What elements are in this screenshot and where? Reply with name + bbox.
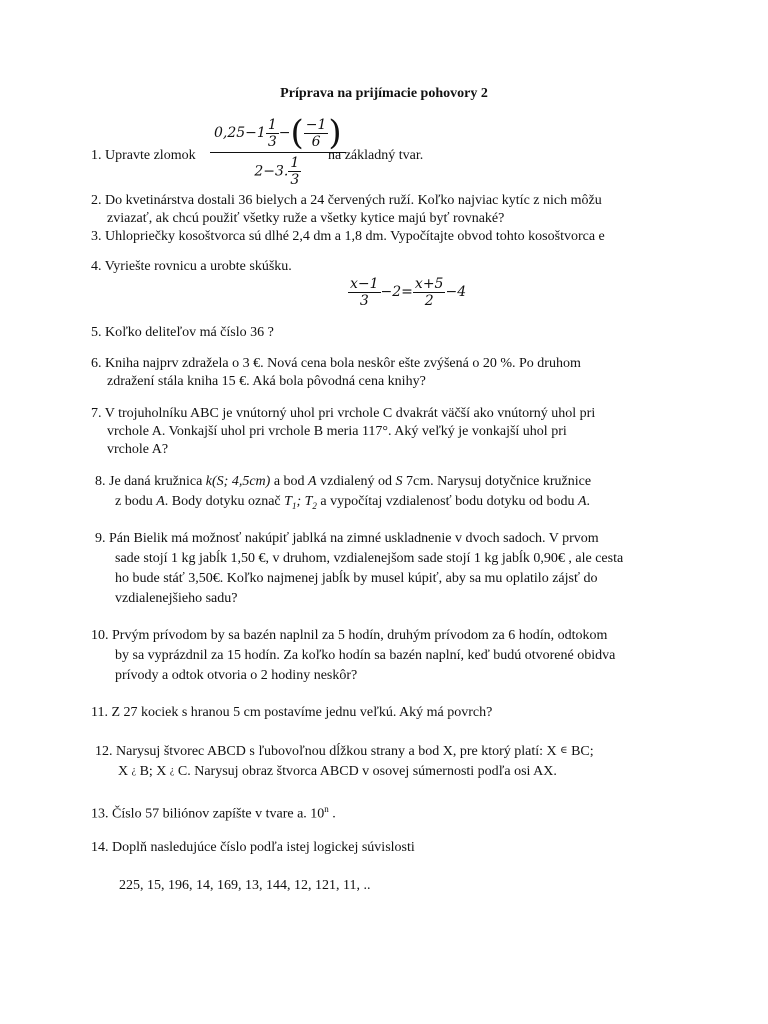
q1-text-after: na základný tvar. bbox=[328, 148, 424, 163]
page-title: Príprava na prijímacie pohovory 2 bbox=[280, 86, 488, 101]
q1-frac-one-third: $\frac{1}{3}$ bbox=[267, 116, 277, 150]
q4-frac-left: $\frac{x-1}{3}$ bbox=[350, 275, 379, 309]
q7-line2: vrchole A. Vonkajší uhol pri vrchole B meria 117°. Aký veľký je vonkajší uhol pri bbox=[107, 424, 567, 439]
q9-line2: sade stojí 1 kg jabĺk 1,50 €, v druhom, vzdialenejšom sade stojí 1 kg jabĺk 0,90€ , ale cesta bbox=[115, 551, 624, 566]
q10-line1: 10. Prvým prívodom by sa bazén naplnil za 5 hodín, druhým prívodom za 6 hodín, odtokom bbox=[91, 628, 608, 643]
q7-line3: vrchole A? bbox=[107, 442, 169, 457]
q9-line4: vzdialenejšieho sadu? bbox=[115, 591, 238, 606]
right-paren: ) bbox=[328, 113, 342, 153]
q14-line1: 14. Doplň nasledujúce číslo podľa istej logickej súvislosti bbox=[91, 840, 415, 855]
q1-numerator: 0,25−1 $\frac{1}{3}$ −( $\frac{-1}{6}$ ) bbox=[214, 113, 342, 153]
q7-line1: 7. V trojuholníku ABC je vnútorný uhol pri vrchole C dvakrát väčší ako vnútorný uhol pri bbox=[91, 406, 596, 421]
q11-line1: 11. Z 27 kociek s hranou 5 cm postavíme jednu veľkú. Aký má povrch? bbox=[91, 705, 493, 720]
q3-line1: 3. Uhlopriečky kosoštvorca sú dlhé 2,4 dm a 1,8 dm. Vypočítajte obvod tohto kosoštvorca e bbox=[91, 229, 605, 244]
q2-line2: zviazať, ak chcú použiť všetky ruže a všetky kytice majú byť rovnaké? bbox=[107, 211, 505, 226]
q10-line3: prívody a odtok otvoria o 2 hodiny neskôr? bbox=[115, 668, 358, 683]
q10-line2: by sa vyprázdnil za 15 hodín. Za koľko hodín sa bazén naplní, keď budú otvorené obidva bbox=[115, 648, 616, 663]
q4-equation: $\frac{x-1}{3}$ −2= $\frac{x+5}{2}$ −4 bbox=[350, 275, 467, 309]
q1-frac-one-third-den: $\frac{1}{3}$ bbox=[290, 155, 300, 188]
q9-line3: ho bude stáť 3,50€. Koľko najmenej jabĺk by musel kúpiť, aby sa mu oplatilo zájsť do bbox=[115, 571, 598, 586]
q1-denominator: 2−3. $\frac{1}{3}$ bbox=[210, 152, 346, 188]
q4-line1: 4. Vyriešte rovnicu a urobte skúšku. bbox=[91, 259, 292, 274]
q8-line1: 8. Je daná kružnica k(S; 4,5cm) a bod A vzdialený od S 7cm. Narysuj dotyčnice kružnice bbox=[95, 474, 592, 489]
q2-line1: 2. Do kvetinárstva dostali 36 bielych a 24 červených ruží. Koľko najviac kytíc z nich môžu bbox=[91, 193, 602, 208]
q12-line2: X ¿ B; X ¿ C. Narysuj obraz štvorca ABCD v osovej súmernosti podľa osi AX. bbox=[118, 764, 557, 779]
q5-line1: 5. Koľko deliteľov má číslo 36 ? bbox=[91, 325, 274, 340]
q9-line1: 9. Pán Bielik má možnosť nakúpiť jablká na zimné uskladnenie v dvoch sadoch. V prvom bbox=[95, 531, 599, 546]
q13-line1: 13. Číslo 57 biliónov zapíšte v tvare a. 10$^n$ . bbox=[91, 804, 336, 822]
left-paren: ( bbox=[290, 113, 304, 153]
number-sequence: 225, 15, 196, 14, 169, 13, 144, 12, 121, 11, .. bbox=[119, 878, 371, 893]
q1-frac-minus-one-sixth: $\frac{-1}{6}$ bbox=[305, 116, 327, 150]
q6-line2: zdražení stála kniha 15 €. Aká bola pôvodná cena knihy? bbox=[107, 374, 426, 389]
q1-fraction bbox=[210, 113, 346, 188]
q12-line1: 12. Narysuj štvorec ABCD s ľubovoľnou dĺžkou strany a bod X, pre ktorý platí: X ∈ BC; bbox=[95, 744, 594, 759]
q6-line1: 6. Kniha najprv zdražela o 3 €. Nová cena bola neskôr ešte zvýšená o 20 %. Po druhom bbox=[91, 356, 581, 371]
q1-text: 1. Upravte zlomok bbox=[91, 148, 196, 163]
q4-frac-right: $\frac{x+5}{2}$ bbox=[414, 275, 444, 309]
q8-line2: z bodu A. Body dotyku označ $T_1$; $T_2$ a vypočítaj vzdialenosť bodu dotyku od bodu A. bbox=[115, 494, 591, 511]
